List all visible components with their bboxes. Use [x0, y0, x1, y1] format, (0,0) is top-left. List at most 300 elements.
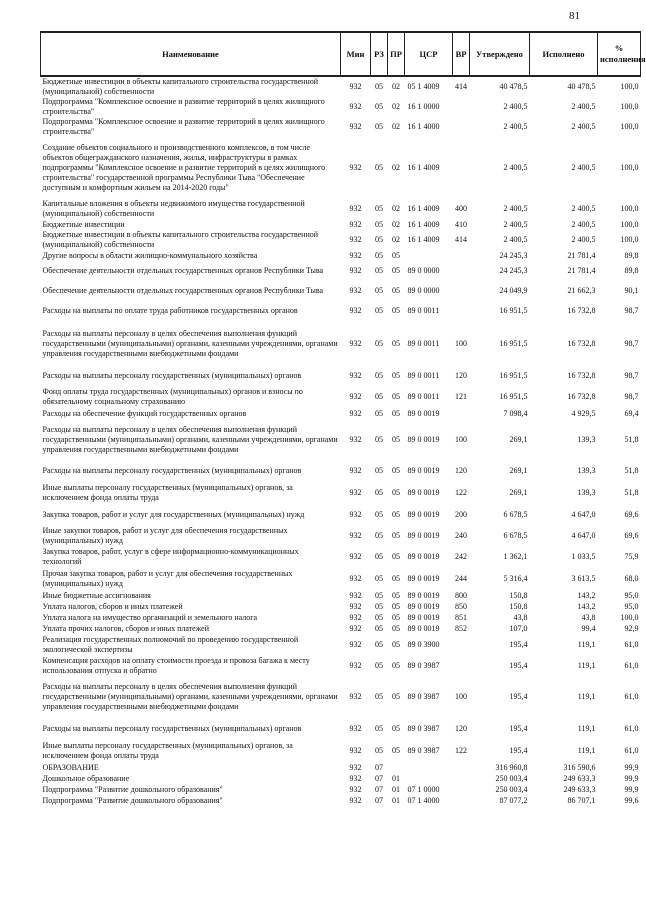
cell-min: 932 [349, 531, 362, 540]
table-row [41, 460, 641, 482]
cell-percent: 92,9 [624, 623, 639, 633]
cell-name: Уплата налогов, сборов и иных платежей [42, 601, 183, 611]
cell-name: Расходы на выплаты персоналу государственных (муниципальных) органов [42, 371, 302, 380]
cell-approved: 195,4 [509, 724, 528, 733]
cell-percent: 99,9 [624, 773, 639, 783]
cell-percent: 69,4 [624, 409, 639, 418]
cell-rz: 05 [375, 250, 383, 260]
cell-pr [388, 762, 405, 773]
cell-csr: 05 1 4009 [407, 82, 440, 91]
cell-vr: 244 [455, 574, 467, 583]
cell-approved: 2 400,5 [503, 204, 528, 213]
table-row [41, 740, 641, 762]
cell-approved: 269,1 [509, 466, 528, 475]
cell-min: 932 [349, 795, 362, 805]
cell-rz: 05 [375, 286, 383, 295]
cell-csr [405, 773, 453, 784]
cell-percent: 75,9 [624, 552, 639, 561]
cell-csr: 07 1 0000 [407, 784, 440, 794]
cell-csr: 89 0 0019 [407, 466, 440, 475]
cell-rz: 05 [375, 435, 383, 444]
cell-vr: 414 [455, 235, 467, 244]
table-row [41, 656, 641, 676]
header-percent: % исполнения [598, 32, 641, 76]
cell-csr: 07 1 4000 [407, 795, 440, 805]
cell-name: Иные бюджетные ассигнования [42, 590, 151, 600]
cell-min: 932 [349, 552, 362, 561]
cell-min: 932 [349, 601, 362, 611]
cell-min: 932 [349, 306, 362, 315]
cell-pr: 05 [392, 371, 400, 380]
cell-pr: 05 [392, 250, 400, 260]
cell-rz: 05 [375, 574, 383, 583]
cell-pr: 05 [392, 552, 400, 561]
cell-pr: 05 [392, 623, 400, 633]
table-row [41, 762, 641, 773]
header-vr: ВР [453, 32, 470, 76]
cell-pr: 05 [392, 661, 400, 670]
cell-name: Создание объектов социального и производственного комплексов, в том числе объектов общегражданского назначения, жилья, инфраструктуры в рамках подпрограммы "Комплексное освоение и развитие территорий в целях жилищного строительства" государственной программы Республики Тыва "Обеспечение доступным и комфортным жильем на 2014-2020 годы" [42, 143, 326, 192]
cell-executed: 2 400,5 [571, 163, 596, 172]
cell-vr: 800 [455, 590, 467, 600]
cell-csr [405, 762, 453, 773]
cell-rz: 07 [375, 795, 383, 805]
cell-percent: 100,0 [620, 235, 639, 244]
cell-percent: 100,0 [620, 82, 639, 91]
table-row [41, 137, 641, 199]
cell-csr: 16 1 4009 [407, 219, 440, 229]
cell-csr: 89 0 3987 [407, 692, 440, 701]
cell-pr: 05 [392, 466, 400, 475]
cell-csr: 16 1 4009 [407, 235, 440, 244]
cell-percent: 99,9 [624, 762, 639, 772]
table-row [41, 546, 641, 568]
cell-min: 932 [349, 82, 362, 91]
cell-min: 932 [349, 773, 362, 783]
cell-executed: 16 732,8 [567, 392, 596, 401]
table-row [41, 261, 641, 281]
cell-percent: 90,1 [624, 286, 639, 295]
cell-csr: 89 0 0011 [407, 306, 440, 315]
cell-pr: 05 [392, 392, 400, 401]
cell-vr: 240 [455, 531, 467, 540]
cell-percent: 99,9 [624, 784, 639, 794]
cell-min: 932 [349, 338, 362, 348]
cell-csr: 89 0 0019 [407, 435, 440, 444]
cell-rz: 05 [375, 746, 383, 755]
cell-pr: 05 [392, 510, 400, 519]
cell-rz: 05 [375, 724, 383, 733]
cell-pr: 05 [392, 435, 400, 444]
cell-name: Подпрограмма "Комплексное освоение и развитие территорий в целях жилищного строительства" [42, 117, 325, 136]
cell-rz: 05 [375, 306, 383, 315]
cell-csr: 89 0 3987 [407, 724, 440, 733]
table-header-row [41, 32, 641, 76]
table-row [41, 568, 641, 590]
cell-approved: 269,1 [509, 488, 528, 497]
cell-rz: 07 [375, 773, 383, 783]
table-body [41, 76, 641, 806]
cell-pr: 02 [392, 82, 400, 91]
cell-executed: 119,1 [577, 746, 596, 755]
cell-name: Подпрограмма "Развитие дошкольного образования" [42, 795, 223, 805]
cell-approved: 2 400,5 [503, 219, 528, 229]
cell-executed: 119,1 [577, 640, 596, 649]
cell-name: ОБРАЗОВАНИЕ [42, 762, 99, 772]
cell-vr [453, 301, 470, 321]
header-name: Наименование [41, 32, 341, 76]
table-row [41, 784, 641, 795]
cell-percent: 89,8 [624, 250, 639, 260]
cell-vr: 122 [455, 746, 467, 755]
cell-csr: 16 1 4009 [407, 163, 440, 172]
cell-vr: 100 [455, 338, 467, 348]
cell-min: 932 [349, 163, 362, 172]
cell-csr: 89 0 0011 [407, 392, 440, 401]
cell-csr: 89 0 0019 [407, 552, 440, 561]
cell-vr: 100 [455, 435, 467, 444]
table-row [41, 366, 641, 386]
cell-name: Расходы на выплаты персоналу государственных (муниципальных) органов [42, 724, 302, 733]
cell-vr [453, 408, 470, 420]
header-approved: Утверждено [470, 32, 530, 76]
cell-name: Иные выплаты персоналу государственных (муниципальных) органов, за исключением фонда оплаты труда [42, 741, 293, 760]
cell-executed: 143,2 [577, 590, 596, 600]
cell-percent: 100,0 [620, 219, 639, 229]
cell-name: Расходы на выплаты персоналу в целях обеспечения выполнения функций государственными (муниципальными) органами, казенными учреждениями, органами управления государственными внебюджетными фондами [42, 425, 338, 454]
cell-rz: 05 [375, 392, 383, 401]
cell-approved: 16 951,5 [499, 392, 528, 401]
cell-approved: 6 678,5 [503, 510, 528, 519]
cell-name: Прочая закупка товаров, работ и услуг для обеспечения государственных (муниципальных) нужд [42, 569, 293, 588]
cell-vr: 414 [455, 82, 467, 91]
cell-rz: 05 [375, 163, 383, 172]
cell-name: Бюджетные инвестиции в объекты капитального строительства государственной (муниципальной) собственности [42, 230, 319, 249]
table-row [41, 718, 641, 740]
cell-percent: 98,7 [624, 306, 639, 315]
cell-percent: 98,7 [624, 338, 639, 348]
cell-percent: 99,6 [624, 795, 639, 805]
cell-executed: 4 647,0 [571, 510, 596, 519]
cell-approved: 195,4 [509, 661, 528, 670]
cell-pr: 05 [392, 531, 400, 540]
cell-name: Бюджетные инвестиции в объекты капитального строительства государственной (муниципальной) собственности [42, 77, 319, 96]
cell-pr: 05 [392, 286, 400, 295]
cell-approved: 24 245,3 [499, 266, 528, 275]
cell-approved: 16 951,5 [499, 371, 528, 380]
cell-approved: 150,8 [509, 590, 528, 600]
cell-name: Обеспечение деятельности отдельных государственных органов Республики Тыва [42, 266, 324, 275]
cell-executed: 139,3 [577, 466, 596, 475]
cell-percent: 100,0 [620, 102, 639, 111]
cell-csr: 89 0 0019 [407, 574, 440, 583]
cell-executed: 249 633,3 [563, 784, 596, 794]
cell-pr: 05 [392, 640, 400, 649]
cell-executed: 99,4 [581, 623, 596, 633]
cell-vr [453, 97, 470, 117]
cell-rz: 05 [375, 552, 383, 561]
cell-min: 932 [349, 266, 362, 275]
cell-rz: 05 [375, 601, 383, 611]
cell-name: Обеспечение деятельности отдельных государственных органов Республики Тыва [42, 286, 324, 295]
cell-pr: 01 [392, 773, 400, 783]
cell-min: 932 [349, 371, 362, 380]
cell-pr: 02 [392, 219, 400, 229]
cell-rz: 05 [375, 661, 383, 670]
cell-executed: 316 590,6 [563, 762, 596, 772]
cell-name: Уплата налога на имущество организаций и земельного налога [42, 612, 258, 622]
table-row [41, 773, 641, 784]
table-row [41, 117, 641, 137]
cell-name: Подпрограмма "Комплексное освоение и развитие территорий в целях жилищного строительства" [42, 97, 325, 116]
cell-executed: 1 033,5 [571, 552, 596, 561]
cell-vr [453, 250, 470, 261]
table-row [41, 601, 641, 612]
cell-percent: 69,6 [624, 510, 639, 519]
cell-rz: 05 [375, 82, 383, 91]
cell-executed: 143,2 [577, 601, 596, 611]
cell-pr: 05 [392, 574, 400, 583]
cell-executed: 139,3 [577, 435, 596, 444]
cell-name: Иные закупки товаров, работ и услуг для обеспечения государственных (муниципальных) нужд [42, 526, 288, 545]
cell-percent: 100,0 [620, 122, 639, 131]
cell-rz: 05 [375, 235, 383, 244]
cell-rz: 05 [375, 640, 383, 649]
cell-vr: 242 [455, 552, 467, 561]
cell-pr: 02 [392, 204, 400, 213]
cell-name: Капитальные вложения в объекты недвижимого имущества государственной (муниципальной) собственности [42, 199, 305, 218]
cell-percent: 98,7 [624, 392, 639, 401]
cell-approved: 107,0 [509, 623, 528, 633]
cell-pr: 02 [392, 163, 400, 172]
cell-vr [453, 117, 470, 137]
cell-csr: 89 0 0019 [407, 623, 440, 633]
cell-executed: 86 707,1 [567, 795, 596, 805]
cell-executed: 16 732,8 [567, 306, 596, 315]
table-row [41, 408, 641, 420]
cell-min: 932 [349, 466, 362, 475]
cell-min: 932 [349, 784, 362, 794]
cell-approved: 5 316,4 [503, 574, 528, 583]
cell-pr: 05 [392, 306, 400, 315]
cell-min: 932 [349, 488, 362, 497]
table-row [41, 301, 641, 321]
cell-approved: 195,4 [509, 640, 528, 649]
cell-rz: 05 [375, 466, 383, 475]
cell-pr: 05 [392, 409, 400, 418]
cell-pr: 02 [392, 102, 400, 111]
cell-vr: 120 [455, 371, 467, 380]
table-row [41, 634, 641, 656]
cell-name: Фонд оплаты труда государственных (муниципальных) органов и взносы по обязательному социальному страхованию [42, 387, 303, 406]
cell-rz: 05 [375, 590, 383, 600]
cell-min: 932 [349, 235, 362, 244]
cell-executed: 249 633,3 [563, 773, 596, 783]
cell-rz: 07 [375, 784, 383, 794]
cell-rz: 05 [375, 204, 383, 213]
cell-pr: 05 [392, 692, 400, 701]
cell-executed: 2 400,5 [571, 102, 596, 111]
cell-percent: 100,0 [620, 204, 639, 213]
cell-approved: 195,4 [509, 746, 528, 755]
cell-pr: 05 [392, 746, 400, 755]
cell-rz: 05 [375, 371, 383, 380]
cell-csr: 89 0 0019 [407, 612, 440, 622]
cell-name: Расходы на выплаты персоналу в целях обеспечения выполнения функций государственными (муниципальными) органами, казенными учреждениями, органами управления государственными внебюджетными фондами [42, 328, 338, 358]
cell-percent: 61,0 [624, 724, 639, 733]
cell-csr: 89 0 3987 [407, 746, 440, 755]
cell-csr: 89 0 0019 [407, 510, 440, 519]
cell-name: Компенсация расходов на оплату стоимости проезда и провоза багажа к месту использования отпуска и обратно [42, 656, 310, 675]
cell-percent: 51,8 [624, 435, 639, 444]
cell-min: 932 [349, 102, 362, 111]
cell-vr: 120 [455, 724, 467, 733]
cell-percent: 51,8 [624, 488, 639, 497]
cell-csr: 89 0 0019 [407, 590, 440, 600]
cell-name: Дошкольное образование [42, 773, 130, 783]
table-row [41, 97, 641, 117]
cell-csr: 89 0 0019 [407, 531, 440, 540]
header-csr: ЦСР [405, 32, 453, 76]
header-rz: РЗ [371, 32, 388, 76]
cell-vr: 850 [455, 601, 467, 611]
cell-percent: 100,0 [620, 612, 639, 622]
cell-approved: 6 678,5 [503, 531, 528, 540]
cell-approved: 43,8 [513, 612, 528, 622]
cell-percent: 61,0 [624, 640, 639, 649]
cell-vr: 400 [455, 204, 467, 213]
cell-vr: 100 [455, 692, 467, 701]
cell-csr: 16 1 0000 [407, 102, 440, 111]
cell-min: 932 [349, 640, 362, 649]
cell-executed: 2 400,5 [571, 219, 596, 229]
cell-name: Подпрограмма "Развитие дошкольного образования" [42, 784, 223, 794]
table-row [41, 526, 641, 546]
cell-pr: 05 [392, 488, 400, 497]
cell-pr: 05 [392, 590, 400, 600]
cell-percent: 89,8 [624, 266, 639, 275]
cell-min: 932 [349, 250, 362, 260]
cell-csr: 89 0 0011 [407, 338, 440, 348]
table-row [41, 795, 641, 806]
cell-name: Бюджетные инвестиции [42, 219, 125, 229]
cell-min: 932 [349, 590, 362, 600]
cell-percent: 61,0 [624, 692, 639, 701]
cell-vr: 122 [455, 488, 467, 497]
cell-csr [405, 250, 453, 261]
cell-approved: 250 003,4 [495, 773, 528, 783]
cell-pr: 05 [392, 601, 400, 611]
cell-vr [453, 137, 470, 199]
cell-rz: 05 [375, 692, 383, 701]
cell-min: 932 [349, 392, 362, 401]
cell-pr: 05 [392, 266, 400, 275]
cell-min: 932 [349, 623, 362, 633]
cell-executed: 4 647,0 [571, 531, 596, 540]
header-min: Мин [341, 32, 371, 76]
cell-name: Другие вопросы в области жилищно-коммунального хозяйства [42, 250, 258, 260]
cell-min: 932 [349, 409, 362, 418]
cell-min: 932 [349, 574, 362, 583]
cell-executed: 16 732,8 [567, 338, 596, 348]
cell-min: 932 [349, 762, 362, 772]
table-row [41, 623, 641, 634]
cell-executed: 4 929,5 [571, 409, 596, 418]
cell-name: Закупка товаров, работ и услуг для государственных (муниципальных) нужд [42, 510, 305, 519]
cell-csr: 89 0 3987 [407, 661, 440, 670]
cell-vr: 852 [455, 623, 467, 633]
cell-min: 932 [349, 286, 362, 295]
cell-rz: 05 [375, 488, 383, 497]
cell-csr: 89 0 0000 [407, 286, 440, 295]
cell-vr [453, 773, 470, 784]
cell-executed: 21 781,4 [567, 266, 596, 275]
cell-vr [453, 634, 470, 656]
cell-name: Расходы на выплаты персоналу государственных (муниципальных) органов [42, 466, 302, 475]
table-row [41, 199, 641, 219]
table-row [41, 76, 641, 97]
cell-vr: 410 [455, 219, 467, 229]
cell-approved: 16 951,5 [499, 338, 528, 348]
cell-pr: 05 [392, 338, 400, 348]
cell-approved: 40 478,5 [499, 82, 528, 91]
table-row [41, 482, 641, 504]
table-row [41, 590, 641, 601]
cell-rz: 05 [375, 612, 383, 622]
cell-percent: 95,0 [624, 590, 639, 600]
cell-executed: 21 781,4 [567, 250, 596, 260]
cell-name: Иные выплаты персоналу государственных (муниципальных) органов, за исключением фонда оплаты труда [42, 483, 293, 502]
cell-executed: 2 400,5 [571, 122, 596, 131]
cell-csr: 89 0 0019 [407, 488, 440, 497]
cell-name: Закупка товаров, работ, услуг в сфере информационно-коммуникационных технологий [42, 547, 299, 566]
cell-approved: 16 951,5 [499, 306, 528, 315]
cell-rz: 05 [375, 409, 383, 418]
cell-pr: 02 [392, 235, 400, 244]
cell-min: 932 [349, 510, 362, 519]
cell-executed: 40 478,5 [567, 82, 596, 91]
header-pr: ПР [388, 32, 405, 76]
cell-csr: 89 0 0000 [407, 266, 440, 275]
cell-percent: 61,0 [624, 746, 639, 755]
cell-name: Расходы на выплаты персоналу в целях обеспечения выполнения функций государственными (муниципальными) органами, казенными учреждениями, органами управления государственными внебюджетными фондами [42, 682, 338, 711]
cell-rz: 05 [375, 623, 383, 633]
cell-vr [453, 762, 470, 773]
cell-vr: 120 [455, 466, 467, 475]
cell-min: 932 [349, 219, 362, 229]
cell-min: 932 [349, 612, 362, 622]
cell-csr: 16 1 4009 [407, 204, 440, 213]
budget-table [40, 31, 646, 806]
table-row [41, 230, 641, 250]
cell-executed: 119,1 [577, 661, 596, 670]
cell-executed: 139,3 [577, 488, 596, 497]
cell-approved: 1 362,1 [503, 552, 528, 561]
cell-csr: 16 1 4000 [407, 122, 440, 131]
cell-pr: 05 [392, 724, 400, 733]
cell-name: Расходы на выплаты по оплате труда работников государственных органов [42, 306, 298, 315]
cell-executed: 21 662,3 [567, 286, 596, 295]
cell-percent: 95,0 [624, 601, 639, 611]
cell-rz: 05 [375, 266, 383, 275]
page-number: 81 [569, 10, 580, 22]
cell-percent: 61,0 [624, 661, 639, 670]
table-row [41, 676, 641, 718]
cell-executed: 2 400,5 [571, 235, 596, 244]
cell-approved: 2 400,5 [503, 122, 528, 131]
cell-approved: 195,4 [509, 692, 528, 701]
cell-rz: 05 [375, 531, 383, 540]
